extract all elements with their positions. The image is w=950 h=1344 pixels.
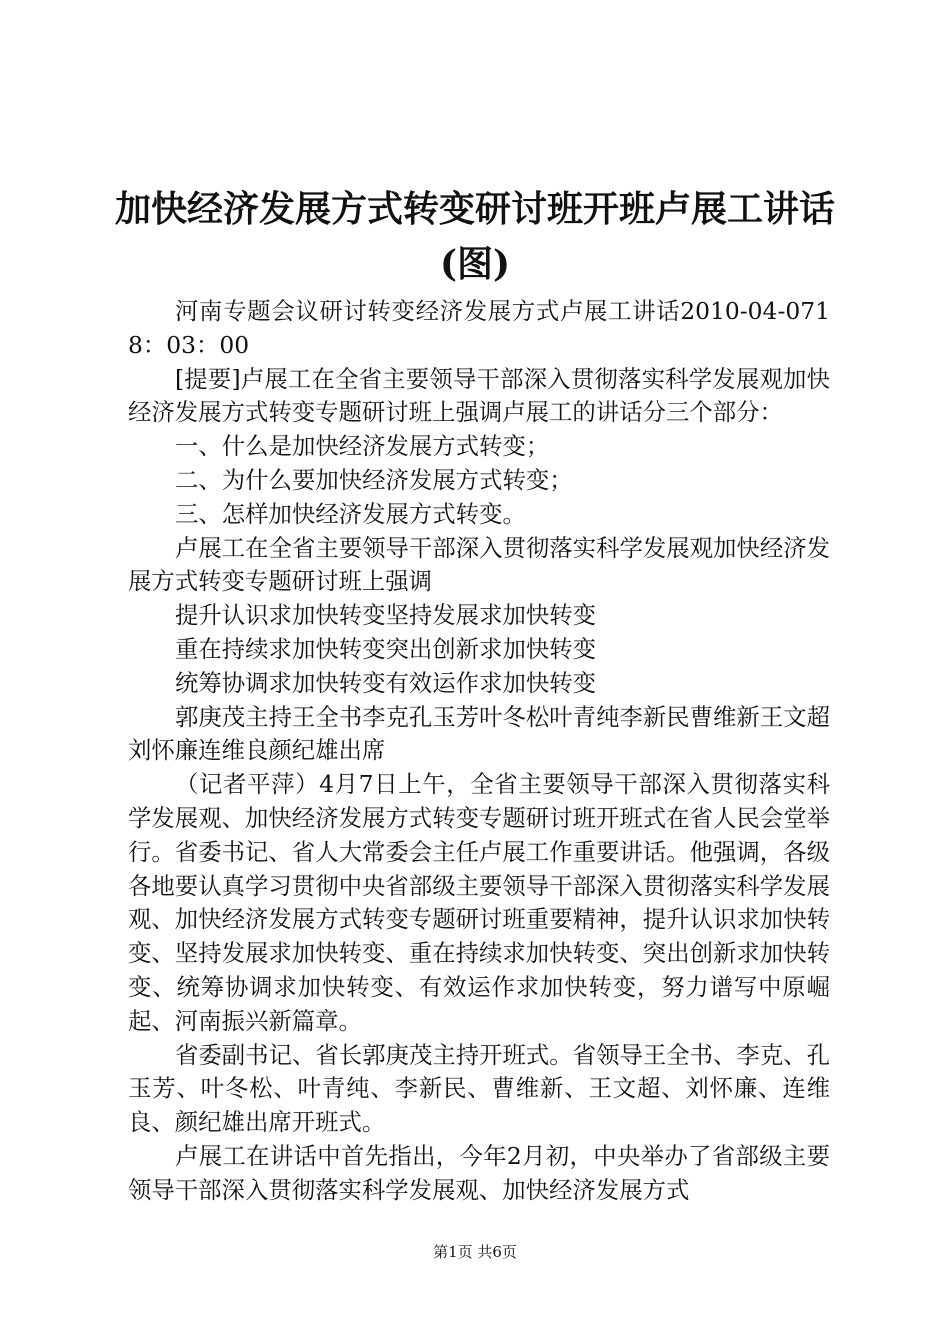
- paragraph-subhead-3: 统筹协调求加快转变有效运作求加快转变: [175, 668, 597, 697]
- document-title: 加快经济发展方式转变研讨班开班卢展工讲话(图): [114, 188, 835, 285]
- paragraph-host: 省委副书记、省长郭庚茂主持开班式。省领导王全书、李克、孔玉芳、叶冬松、叶青纯、李新民、曹维新、王文超、刘怀廉、连维良、颜纪雄出席开班式。: [128, 1040, 830, 1137]
- paragraph-part-two: 二、为什么要加快经济发展方式转变；: [175, 465, 573, 494]
- paragraph-subhead-1: 提升认识求加快转变坚持发展求加快转变: [175, 601, 597, 630]
- paragraph-summary: [提要]卢展工在全省主要领导干部深入贯彻落实科学发展观加快经济发展方式转变专题研讨班上强调卢展工的讲话分三个部分：: [128, 364, 830, 427]
- paragraph-part-one: 一、什么是加快经济发展方式转变；: [175, 432, 550, 461]
- paragraph-speech: 卢展工在讲话中首先指出，今年2月初，中央举办了省部级主要领导干部深入贯彻落实科学发展观、加快经济发展方式: [128, 1141, 830, 1204]
- paragraph-part-three: 三、怎样加快经济发展方式转变。: [175, 499, 526, 528]
- document-body: [128, 295, 830, 1208]
- page-number: 第1页 共6页: [433, 1243, 517, 1261]
- paragraph-subhead-2: 重在持续求加快转变突出创新求加快转变: [175, 634, 597, 663]
- paragraph-report: （记者平萍）4月7日上午，全省主要领导干部深入贯彻落实科学发展观、加快经济发展方式转变专题研讨班开班式在省人民会堂举行。省委书记、省人大常委会主任卢展工作重要讲话。他强调，各级各地要认真学习贯彻中央省部级主要领导干部深入贯彻落实科学发展观、加快经济发展方式转变专题研讨班重要精神，提升认识求加快转变、坚持发展求加快转变、重在持续求加快转变、突出创新求加快转变、统筹协调求加快转变、有效运作求加快转变，努力谱写中原崛起、河南振兴新篇章。: [128, 770, 830, 1035]
- paragraph-attendees: 郭庚茂主持王全书李克孔玉芳叶冬松叶青纯李新民曹维新王文超刘怀廉连维良颜纪雄出席: [128, 702, 830, 765]
- paragraph-source-line: 河南专题会议研讨转变经济发展方式卢展工讲话2010-04-0718：03：00: [128, 297, 830, 359]
- paragraph-headline: 卢展工在全省主要领导干部深入贯彻落实科学发展观加快经济发展方式转变专题研讨班上强调: [128, 533, 830, 596]
